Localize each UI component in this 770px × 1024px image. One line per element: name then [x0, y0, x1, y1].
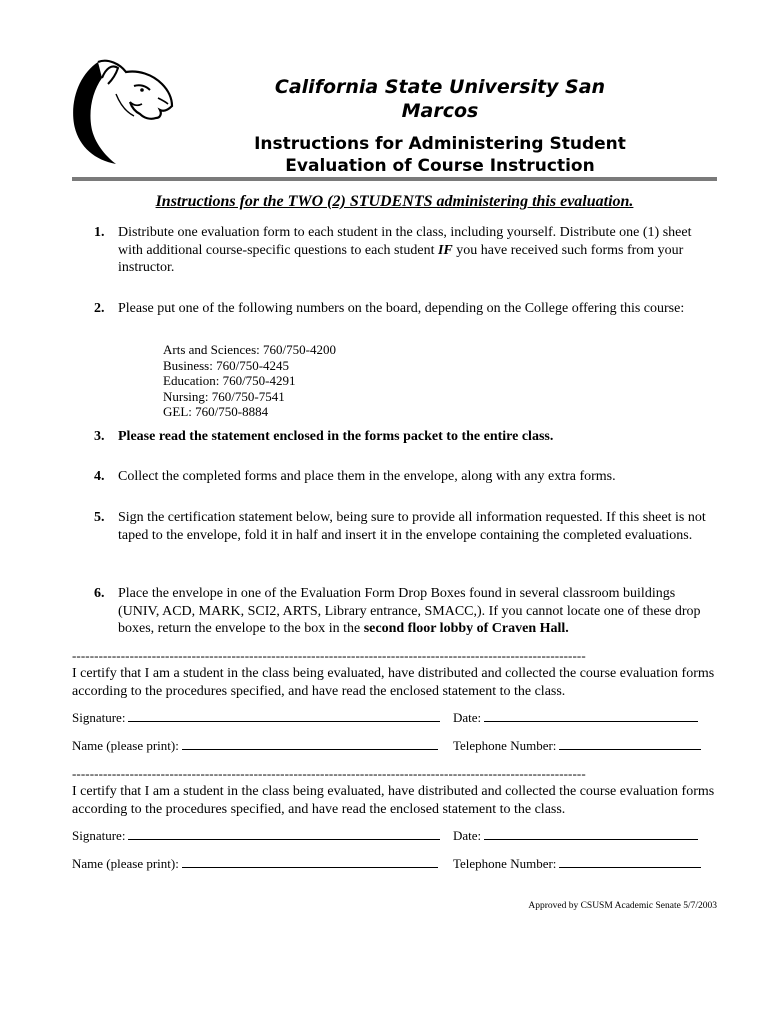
certification-statement: I certify that I am a student in the class being evaluated, have distributed and collected the course evaluation forms according to the procedures specified, and have read the enclosed statement to the class. [72, 784, 715, 817]
header-rule [72, 177, 717, 181]
item-number: 4. [94, 469, 105, 484]
instruction-item-5: 5. Sign the certification statement below, being sure to provide all information requested. If this sheet is not taped to the envelope, fold it in half and insert it in the envelope containing the completed evaluations. [94, 510, 706, 543]
item-number: 6. [94, 586, 105, 601]
instruction-item-2: 2. Please put one of the following numbers on the board, depending on the College offering this course: [94, 301, 685, 316]
signature-field[interactable]: Signature: [72, 710, 440, 726]
document-subtitle: Instructions for Administering Student Evaluation of Course Instruction [254, 134, 626, 176]
name-field[interactable]: Name (please print): [72, 856, 438, 872]
university-title: California State University San Marcos [274, 76, 606, 122]
instruction-item-1: 1. Distribute one evaluation form to each student in the class, including yourself. Distribute one (1) sheet with additional course-specific questions to each student IF you have received such forms from your instructor. [94, 225, 692, 275]
date-field[interactable]: Date: [453, 828, 698, 844]
telephone-field[interactable]: Telephone Number: [453, 738, 701, 754]
item-number: 3. [94, 429, 105, 444]
phone-gel: GEL: 760/750-8884 [163, 404, 269, 419]
cut-line: -------------------------------------------------------------------------------------------------------------------- [72, 648, 586, 663]
telephone-field[interactable]: Telephone Number: [453, 856, 701, 872]
item-number: 2. [94, 301, 105, 316]
phone-arts-sciences: Arts and Sciences: 760/750-4200 [163, 342, 336, 357]
name-field[interactable]: Name (please print): [72, 738, 438, 754]
approval-note: Approved by CSUSM Academic Senate 5/7/2003 [528, 901, 717, 911]
instruction-item-3: 3. Please read the statement enclosed in the forms packet to the entire class. [94, 429, 554, 444]
instruction-item-4: 4. Collect the completed forms and place them in the envelope, along with any extra forms. [94, 469, 616, 484]
phone-business: Business: 760/750-4245 [163, 357, 290, 373]
signature-field[interactable]: Signature: [72, 828, 440, 844]
instruction-item-6: 6. Place the envelope in one of the Evaluation Form Drop Boxes found in several classroom buildings (UNIV, ACD, MARK, SCI2, ARTS, Library entrance, SMACC,). If you cannot locate one of these drop boxes, return the envelope to the box in the second floor lobby of Craven Hall. [94, 586, 701, 636]
college-phone-list [163, 342, 336, 420]
date-field[interactable]: Date: [453, 710, 698, 726]
certification-statement: I certify that I am a student in the class being evaluated, have distributed and collected the course evaluation forms according to the procedures specified, and have read the enclosed statement to the class. [72, 666, 715, 699]
cut-line: -------------------------------------------------------------------------------------------------------------------- [72, 766, 586, 781]
phone-nursing: Nursing: 760/750-7541 [163, 388, 285, 404]
item-number: 5. [94, 510, 105, 525]
item-number: 1. [94, 225, 105, 240]
phone-education: Education: 760/750-4291 [163, 373, 296, 388]
cougar-logo-icon [68, 54, 178, 169]
section-heading: Instructions for the TWO (2) STUDENTS administering this evaluation. [155, 193, 634, 210]
